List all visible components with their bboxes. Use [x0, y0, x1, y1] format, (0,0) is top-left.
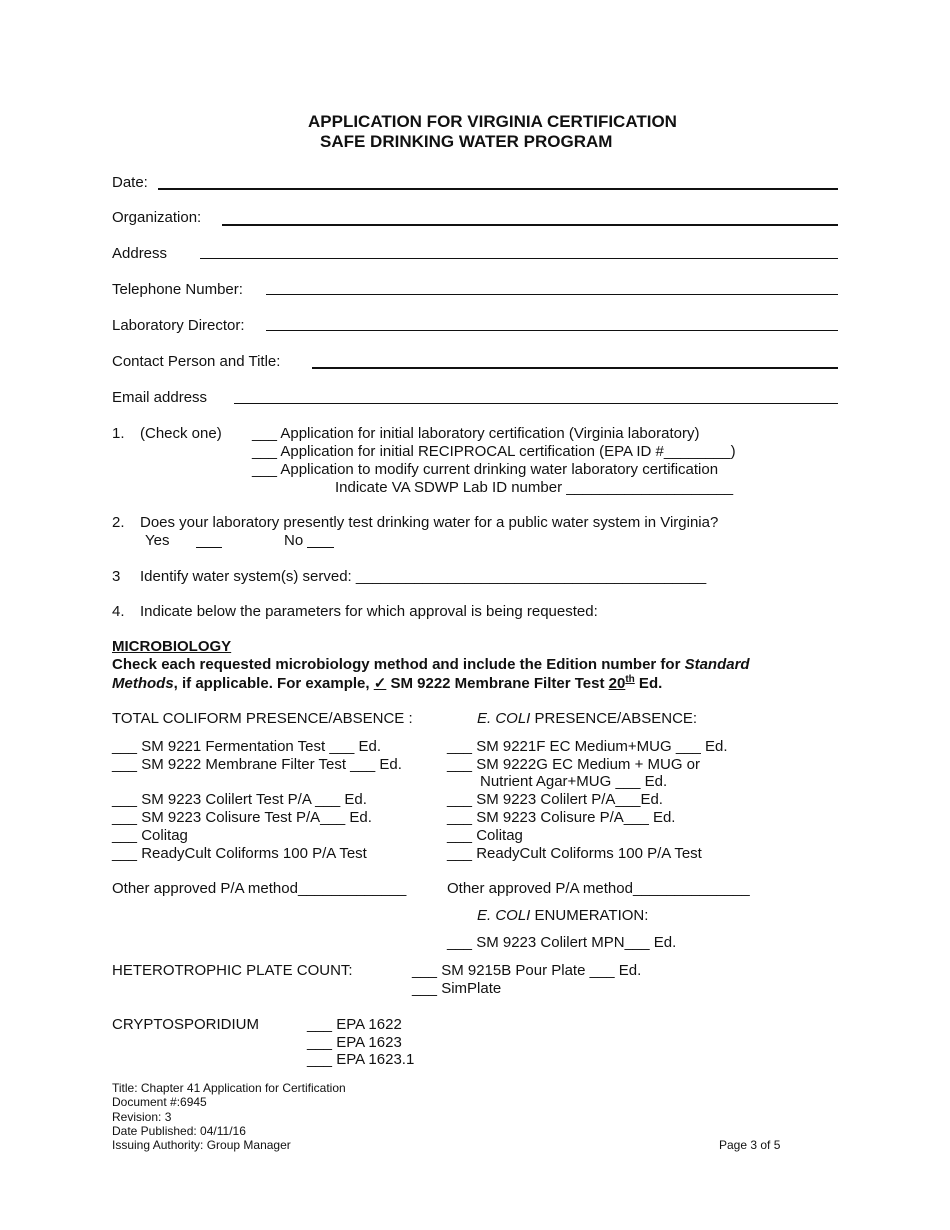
hpc-method-simplate[interactable]: ___ SimPlate	[412, 980, 502, 997]
tc-method-9221[interactable]: ___ SM 9221 Fermentation Test ___ Ed.	[112, 738, 382, 755]
telephone-label: Telephone Number:	[112, 281, 243, 298]
ecoli-method-colilert-mpn[interactable]: ___ SM 9223 Colilert MPN___ Ed.	[447, 934, 677, 951]
page-title: APPLICATION FOR VIRGINIA CERTIFICATION	[308, 112, 677, 131]
q1-option-initial[interactable]: ___ Application for initial laboratory certification (Virginia laboratory)	[252, 425, 700, 442]
hpc-heading: HETEROTROPHIC PLATE COUNT:	[112, 962, 353, 979]
date-label: Date:	[112, 174, 148, 191]
microbiology-instructions-line2: Methods, if applicable. For example, ✓ SM 9222 Membrane Filter Test 20th Ed.	[112, 674, 663, 692]
q3-number: 3	[112, 568, 121, 585]
ecoli-method-9221f[interactable]: ___ SM 9221F EC Medium+MUG ___ Ed.	[447, 738, 728, 755]
q1-label: (Check one)	[140, 425, 222, 442]
lab-director-field[interactable]	[266, 330, 838, 331]
date-field[interactable]	[158, 188, 838, 190]
footer-issuing-authority: Issuing Authority: Group Manager	[112, 1138, 291, 1152]
ecoli-method-9222g-cont: Nutrient Agar+MUG ___ Ed.	[480, 773, 668, 790]
total-coliform-heading: TOTAL COLIFORM PRESENCE/ABSENCE :	[112, 710, 413, 727]
email-label: Email address	[112, 389, 208, 406]
ecoli-method-9223-colisure[interactable]: ___ SM 9223 Colisure P/A___ Ed.	[447, 809, 676, 826]
check-mark-icon: ✓	[373, 675, 387, 692]
tc-method-readycult[interactable]: ___ ReadyCult Coliforms 100 P/A Test	[112, 845, 367, 862]
microbiology-instructions-line1: Check each requested microbiology method and include the Edition number for Standard	[112, 656, 750, 673]
ecoli-enumeration-heading: E. COLI ENUMERATION:	[477, 907, 649, 924]
tc-method-9223-colilert[interactable]: ___ SM 9223 Colilert Test P/A ___ Ed.	[112, 791, 367, 808]
q3-text[interactable]: Identify water system(s) served: __________________________________________	[140, 568, 707, 585]
page-subtitle: SAFE DRINKING WATER PROGRAM	[320, 132, 613, 151]
tc-method-9222[interactable]: ___ SM 9222 Membrane Filter Test ___ Ed.	[112, 756, 402, 773]
ecoli-method-9223-colilert[interactable]: ___ SM 9223 Colilert P/A___Ed.	[447, 791, 663, 808]
hpc-method-9215b[interactable]: ___ SM 9215B Pour Plate ___ Ed.	[412, 962, 642, 979]
address-label: Address	[112, 245, 168, 262]
ecoli-method-colitag[interactable]: ___ Colitag	[447, 827, 523, 844]
q4-number: 4.	[112, 603, 125, 620]
q2-text: Does your laboratory presently test drinking water for a public water system in Virginia?	[140, 514, 719, 531]
microbiology-heading: MICROBIOLOGY	[112, 638, 232, 655]
organization-label: Organization:	[112, 209, 202, 226]
q2-yes-blank[interactable]	[196, 547, 222, 548]
footer-page-number: Page 3 of 5	[719, 1138, 781, 1152]
q1-number: 1.	[112, 425, 125, 442]
lab-director-label: Laboratory Director:	[112, 317, 245, 334]
q2-no-blank[interactable]	[307, 547, 334, 548]
tc-method-9223-colisure[interactable]: ___ SM 9223 Colisure Test P/A___ Ed.	[112, 809, 372, 826]
crypto-method-1622[interactable]: ___ EPA 1622	[307, 1016, 402, 1033]
footer-revision: Revision: 3	[112, 1110, 172, 1124]
q1-option-modify[interactable]: ___ Application to modify current drinking water laboratory certification	[252, 461, 719, 478]
tc-other-method[interactable]: Other approved P/A method_____________	[112, 880, 407, 897]
footer-title: Title: Chapter 41 Application for Certification	[112, 1081, 346, 1095]
ecoli-pa-heading: E. COLI PRESENCE/ABSENCE:	[477, 710, 698, 727]
ecoli-other-method[interactable]: Other approved P/A method______________	[447, 880, 750, 897]
telephone-field[interactable]	[266, 294, 838, 295]
tc-method-colitag[interactable]: ___ Colitag	[112, 827, 188, 844]
address-field[interactable]	[200, 258, 838, 259]
organization-field[interactable]	[222, 224, 838, 226]
contact-label: Contact Person and Title:	[112, 353, 281, 370]
q1-lab-id[interactable]: Indicate VA SDWP Lab ID number ____________________	[335, 479, 734, 496]
contact-field[interactable]	[312, 367, 838, 369]
q4-text: Indicate below the parameters for which approval is being requested:	[140, 603, 598, 620]
footer-date-published: Date Published: 04/11/16	[112, 1124, 246, 1138]
footer-document-number: Document #:6945	[112, 1095, 207, 1109]
crypto-method-1623-1[interactable]: ___ EPA 1623.1	[307, 1051, 415, 1068]
crypto-method-1623[interactable]: ___ EPA 1623	[307, 1034, 402, 1051]
q2-no-label: No	[284, 532, 304, 549]
q1-option-reciprocal[interactable]: ___ Application for initial RECIPROCAL certification (EPA ID #________)	[252, 443, 736, 460]
crypto-heading: CRYPTOSPORIDIUM	[112, 1016, 259, 1033]
q2-yes-label: Yes	[145, 532, 170, 549]
email-field[interactable]	[234, 403, 838, 404]
ecoli-method-readycult[interactable]: ___ ReadyCult Coliforms 100 P/A Test	[447, 845, 702, 862]
ecoli-method-9222g[interactable]: ___ SM 9222G EC Medium + MUG or	[447, 756, 701, 773]
q2-number: 2.	[112, 514, 125, 531]
